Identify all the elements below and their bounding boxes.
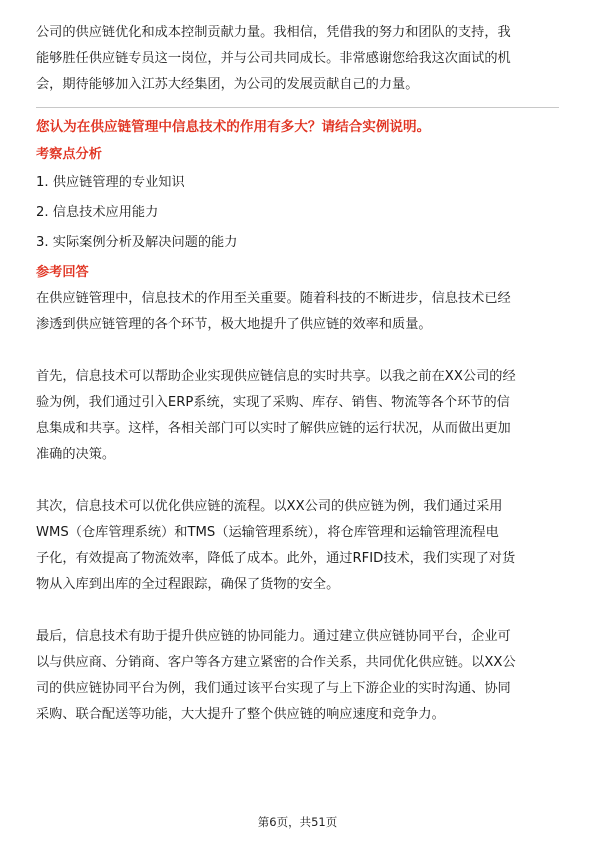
text-line: 在供应链管理中，信息技术的作用至关重要。随着科技的不断进步，信息技术已经 [36,291,511,306]
text-line: 物从入库到出库的全过程跟踪，确保了货物的安全。 [36,577,340,592]
list-item: 2. 信息技术应用能力 [36,205,159,220]
intro-paragraph [36,20,559,98]
section-divider [36,107,559,108]
text-line: 其次，信息技术可以优化供应链的流程。以XX公司的供应链为例，我们通过采用 [36,499,503,514]
document-page [36,20,559,728]
answer-paragraph [36,286,559,338]
text-line: 最后，信息技术有助于提升供应链的协同能力。通过建立供应链协同平台，企业可 [36,629,511,644]
text-line: 子化，有效提高了物流效率，降低了成本。此外，通过RFID技术，我们实现了对货 [36,551,516,566]
text-line: 公司的供应链优化和成本控制贡献力量。我相信，凭借我的努力和团队的支持，我 [36,25,511,40]
text-line: 以与供应商、分销商、客户等各方建立紧密的合作关系，共同优化供应链。以XX公 [36,655,516,670]
text-line: 能够胜任供应链专员这一岗位，并与公司共同成长。非常感谢您给我这次面试的机 [36,51,511,66]
text-line: WMS（仓库管理系统）和TMS（运输管理系统），将仓库管理和运输管理流程电 [36,525,499,540]
text-line: 会，期待能够加入江苏大经集团，为公司的发展贡献自己的力量。 [36,77,419,92]
answer-heading: 参考回答 [36,265,89,280]
text-line: 采购、联合配送等功能，大大提升了整个供应链的响应速度和竞争力。 [36,707,445,722]
text-line: 息集成和共享。这样，各相关部门可以实时了解供应链的运行状况，从而做出更加 [36,421,511,436]
answer-paragraph [36,364,559,468]
text-line: 首先，信息技术可以帮助企业实现供应链信息的实时共享。以我之前在XX公司的经 [36,369,516,384]
text-line: 渗透到供应链管理的各个环节，极大地提升了供应链的效率和质量。 [36,317,432,332]
page-number: 第6页，共51页 [257,815,338,829]
analysis-heading: 考察点分析 [36,147,102,162]
analysis-list [36,168,559,258]
text-line: 准确的决策。 [36,447,116,462]
paragraph-gap [36,468,559,494]
question-heading: 您认为在供应链管理中信息技术的作用有多大？请结合实例说明。 [36,119,431,135]
paragraph-gap [36,338,559,364]
answer-paragraph [36,624,559,728]
list-item: 3. 实际案例分析及解决问题的能力 [36,235,238,250]
text-line: 验为例，我们通过引入ERP系统，实现了采购、库存、销售、物流等各个环节的信 [36,395,510,410]
list-item: 1. 供应链管理的专业知识 [36,175,185,190]
paragraph-gap [36,598,559,624]
answer-paragraph [36,494,559,598]
text-line: 司的供应链协同平台为例，我们通过该平台实现了与上下游企业的实时沟通、协同 [36,681,511,696]
